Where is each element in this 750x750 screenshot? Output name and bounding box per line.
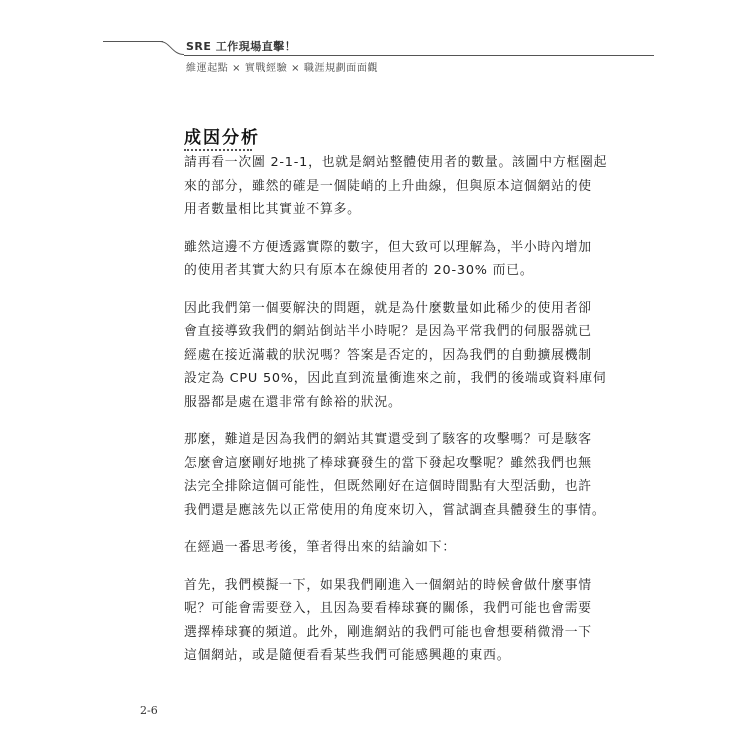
body-text bbox=[184, 151, 608, 682]
running-header-subtitle: 維運起點 × 實戰經驗 × 職涯規劃面面觀 bbox=[186, 63, 379, 74]
text-line: 我們還是應該先以正常使用的角度來切入，嘗試調查具體發生的事情。 bbox=[184, 502, 606, 518]
paragraph bbox=[184, 151, 608, 222]
text-line: 首先，我們模擬一下，如果我們剛進入一個網站的時候會做什麼事情 bbox=[184, 577, 592, 593]
header-rule-long bbox=[184, 55, 654, 56]
text-line: 用者數量相比其實並不算多。 bbox=[184, 202, 361, 217]
paragraph bbox=[184, 574, 592, 668]
text-line: 會直接導致我們的網站倒站半小時呢？是因為平常我們的伺服器就已 bbox=[184, 324, 592, 339]
header-rule-curve bbox=[160, 41, 184, 55]
section-heading: 成因分析 bbox=[184, 128, 260, 148]
running-header-title: SRE 工作現場直擊！ bbox=[186, 40, 297, 53]
header-rule bbox=[103, 41, 163, 42]
paragraph bbox=[184, 236, 592, 283]
text-line: 設定為 CPU 50%，因此直到流量衝進來之前，我們的後端或資料庫伺 bbox=[184, 371, 607, 386]
text-line: 服器都是處在還非常有餘裕的狀況。 bbox=[184, 394, 402, 410]
text-line: 因此我們第一個要解決的問題，就是為什麼數量如此稀少的使用者卻 bbox=[184, 300, 592, 316]
text-line: 法完全排除這個可能性，但既然剛好在這個時間點有大型活動，也許 bbox=[184, 479, 592, 494]
text-line: 經處在接近滿載的狀況嗎？答案是否定的，因為我們的自動擴展機制 bbox=[184, 347, 592, 363]
text-line: 在經過一番思考後，筆者得出來的結論如下： bbox=[184, 540, 456, 555]
text-line: 這個網站，或是隨便看看某些我們可能感興趣的東西。 bbox=[184, 648, 511, 663]
text-line: 怎麼會這麼剛好地挑了棒球賽發生的當下發起攻擊呢？雖然我們也無 bbox=[184, 455, 592, 471]
paragraph bbox=[184, 428, 606, 522]
page-number: 2-6 bbox=[140, 704, 158, 717]
paragraph bbox=[184, 536, 569, 560]
text-line: 請再看一次圖 2-1-1，也就是網站整體使用者的數量。該圖中方框圈起 bbox=[184, 155, 608, 170]
text-line: 呢？可能會需要登入，且因為要看棒球賽的關係，我們可能也會需要 bbox=[184, 601, 592, 616]
text-line: 選擇棒球賽的頻道。此外，剛進網站的我們可能也會想要稍微滑一下 bbox=[184, 624, 592, 640]
text-line: 來的部分，雖然的確是一個陡峭的上升曲線，但與原本這個網站的使 bbox=[184, 178, 592, 194]
paragraph bbox=[184, 297, 607, 415]
text-line: 的使用者其實大約只有原本在線使用者的 20-30% 而已。 bbox=[184, 263, 534, 278]
text-line: 那麼，難道是因為我們的網站其實還受到了駭客的攻擊嗎？可是駭客 bbox=[184, 432, 592, 447]
text-line: 雖然這邊不方便透露實際的數字，但大致可以理解為，半小時內增加 bbox=[184, 239, 592, 255]
